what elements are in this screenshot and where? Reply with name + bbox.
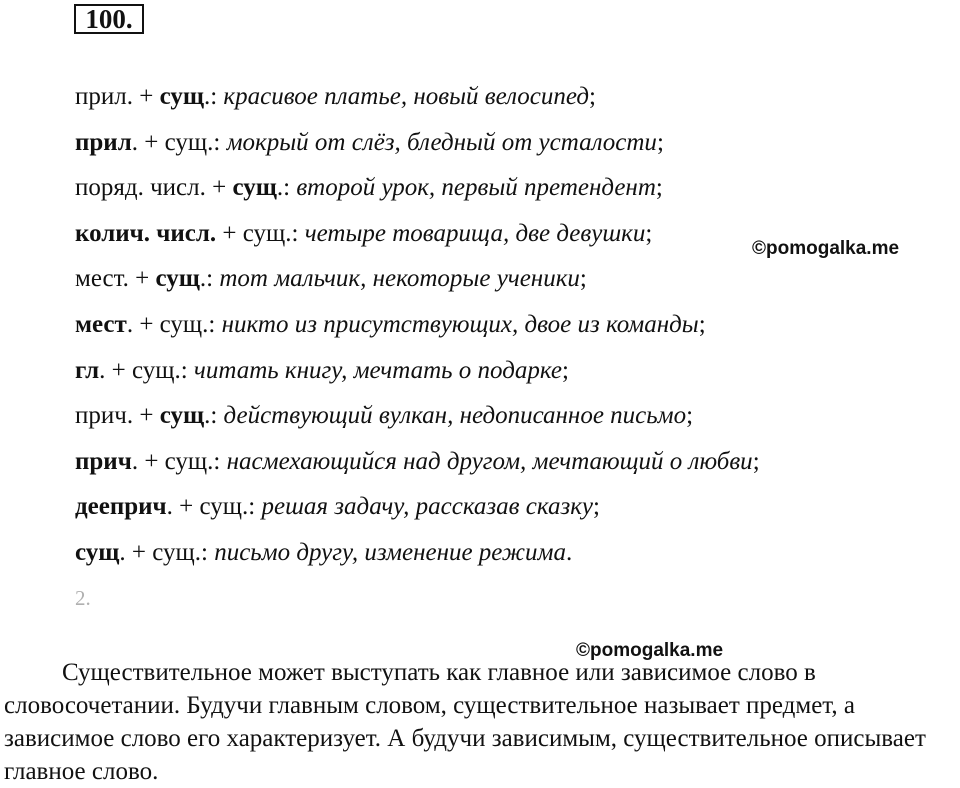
watermark: ©pomogalka.me xyxy=(752,238,900,259)
scheme-text: ; xyxy=(593,493,600,521)
example-phrases: красивое платье, новый велосипед xyxy=(223,83,589,110)
scheme-text: . + сущ.: xyxy=(131,128,227,156)
phrase-row xyxy=(75,128,664,158)
scheme-text: ; xyxy=(589,83,596,110)
example-phrases: насмехающийся над другом, мечтающий о любви xyxy=(226,447,753,475)
part-of-speech-main: колич. числ. xyxy=(75,219,217,247)
scheme-text: .: xyxy=(204,402,224,430)
example-phrases: второй урок, первый претендент xyxy=(296,174,656,202)
section-number: 2. xyxy=(75,586,91,610)
scheme-text: мест. + xyxy=(75,265,156,293)
scheme-text: ; xyxy=(698,311,706,338)
scheme-text: + сущ.: xyxy=(216,219,305,247)
scheme-text: ; xyxy=(645,219,653,247)
scheme-text: .: xyxy=(276,174,297,202)
part-of-speech-main: дееприч xyxy=(75,493,167,521)
scheme-text: . xyxy=(566,539,573,566)
example-phrases: действующий вулкан, недописанное письмо xyxy=(223,402,687,430)
phrase-row xyxy=(75,401,693,431)
phrase-row xyxy=(75,310,706,340)
scheme-text: .: xyxy=(199,265,220,293)
scheme-text: . + сущ.: xyxy=(119,539,215,566)
scheme-text: ; xyxy=(656,128,664,156)
phrase-row xyxy=(75,264,587,294)
scheme-text: поряд. числ. + xyxy=(75,174,233,202)
part-of-speech-main: сущ xyxy=(159,402,205,430)
phrase-row xyxy=(75,82,596,112)
scheme-text: . + сущ.: xyxy=(126,311,222,338)
example-phrases: тот мальчик, некоторые ученики xyxy=(219,265,580,293)
example-phrases: читать книгу, мечтать о подарке xyxy=(193,356,563,384)
phrase-row xyxy=(75,492,600,522)
scheme-text: ; xyxy=(752,447,760,475)
scheme-text: . + сущ.: xyxy=(131,447,227,475)
part-of-speech-main: гл xyxy=(75,356,100,384)
scheme-text: . + сущ.: xyxy=(166,493,262,521)
scheme-text: ; xyxy=(579,265,587,293)
scheme-text: прич. + xyxy=(75,402,160,430)
part-of-speech-main: мест xyxy=(75,311,127,338)
scheme-text: прил. + xyxy=(75,83,160,110)
scheme-text: ; xyxy=(686,402,694,430)
example-phrases: решая задачу, рассказав сказку xyxy=(261,493,593,521)
phrase-row xyxy=(75,219,652,249)
scheme-text: ; xyxy=(562,356,569,384)
scheme-text: .: xyxy=(203,83,224,110)
part-of-speech-main: прич xyxy=(75,447,132,475)
part-of-speech-main: сущ xyxy=(75,539,120,566)
answer-paragraph: Существительное может выступать как главное или зависимое слово в словосочетании. Будучи главным словом, существительное называет предмет, а зависимое слово его характеризует. А будучи зависимым, существительное описывает главное слово. xyxy=(4,659,926,785)
part-of-speech-main: сущ xyxy=(159,83,204,110)
exercise-number: 100. xyxy=(74,4,144,34)
part-of-speech-main: сущ xyxy=(232,174,277,202)
watermark: ©pomogalka.me xyxy=(576,640,724,661)
phrase-row xyxy=(75,356,569,386)
phrase-row xyxy=(75,173,663,203)
phrase-row xyxy=(75,538,572,568)
example-phrases: никто из присутствующих, двое из команды xyxy=(221,311,699,338)
example-phrases: письмо другу, изменение режима xyxy=(214,539,566,566)
scheme-text: . + сущ.: xyxy=(99,356,194,384)
phrase-row xyxy=(75,447,760,477)
example-phrases: четыре товарища, две девушки xyxy=(304,219,646,247)
part-of-speech-main: сущ xyxy=(155,265,200,293)
part-of-speech-main: прил xyxy=(75,128,132,156)
scheme-text: ; xyxy=(655,174,663,202)
example-phrases: мокрый от слёз, бледный от усталости xyxy=(226,128,657,156)
